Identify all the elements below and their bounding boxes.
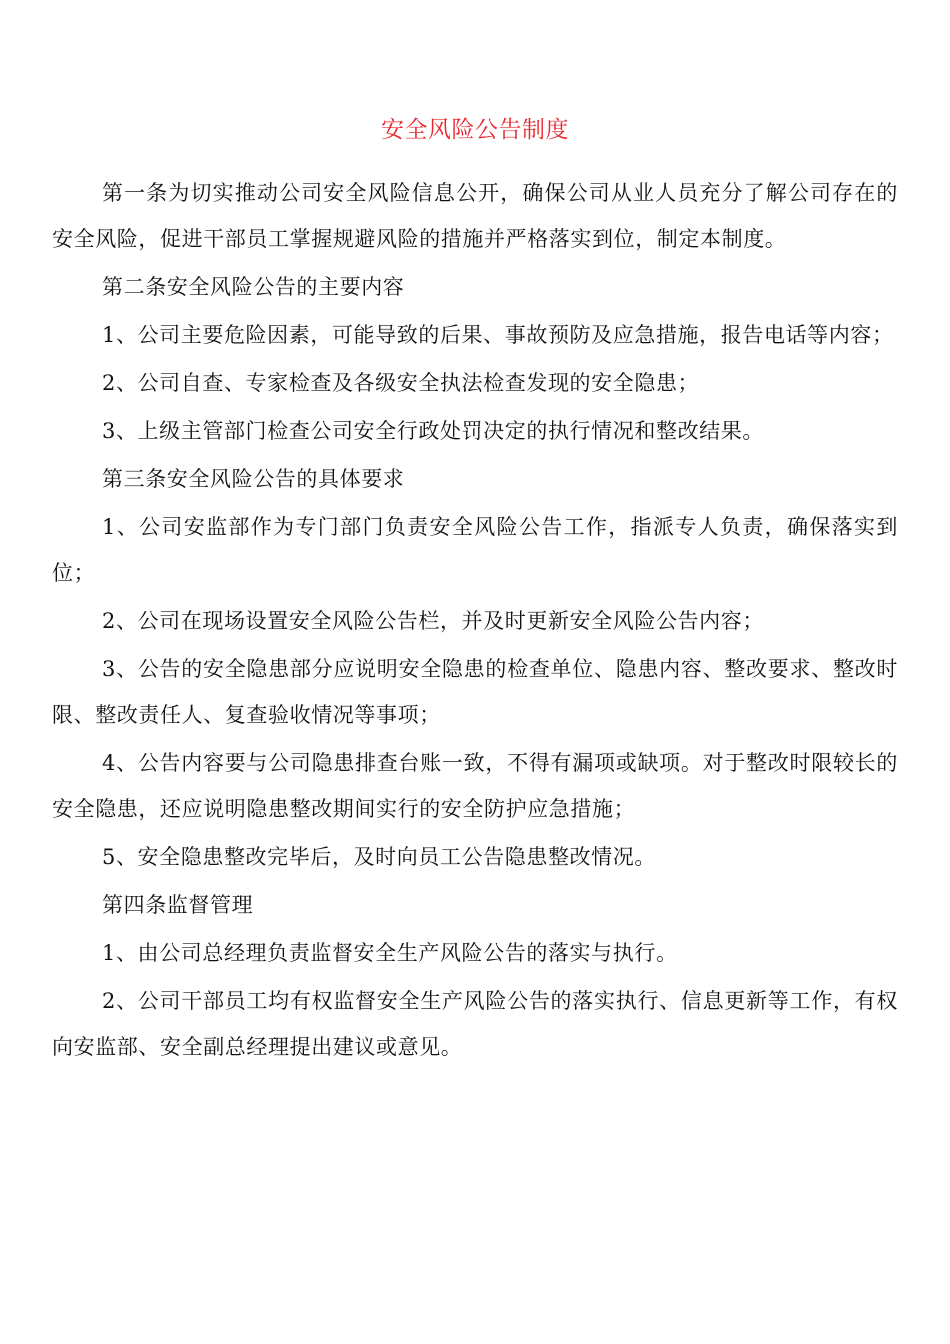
paragraph-article-4-heading: 第四条监督管理 [102,893,254,917]
paragraph-article-1: 第一条为切实推动公司安全风险信息公开，确保公司从业人员充分了解公司存在的安全风险，促进干部员工掌握规避风险的措施并严格落实到位，制定本制度。 [52,181,898,251]
paragraph-article-3-heading: 第三条安全风险公告的具体要求 [102,467,405,491]
paragraph-article-4-item-1: 1、由公司总经理负责监督安全生产风险公告的落实与执行。 [102,941,678,965]
document-page [52,108,898,1072]
paragraph-article-3-item-5: 5、安全隐患整改完毕后，及时向员工公告隐患整改情况。 [102,845,656,869]
paragraph-article-3-item-2: 2、公司在现场设置安全风险公告栏，并及时更新安全风险公告内容； [102,609,764,633]
paragraph-article-3-item-3: 3、公告的安全隐患部分应说明安全隐患的检查单位、隐患内容、整改要求、整改时限、整改责任人、复查验收情况等事项； [52,657,898,727]
paragraph-article-4-item-2: 2、公司干部员工均有权监督安全生产风险公告的落实执行、信息更新等工作，有权向安监部、安全副总经理提出建议或意见。 [52,989,898,1059]
paragraph-article-2-item-3: 3、上级主管部门检查公司安全行政处罚决定的执行情况和整改结果。 [102,419,764,443]
paragraph-article-3-item-4: 4、公告内容要与公司隐患排查台账一致，不得有漏项或缺项。对于整改时限较长的安全隐患，还应说明隐患整改期间实行的安全防护应急措施； [52,751,898,821]
paragraph-article-2-heading: 第二条安全风险公告的主要内容 [102,275,405,299]
paragraph-article-3-item-1: 1、公司安监部作为专门部门负责安全风险公告工作，指派专人负责，确保落实到位； [52,515,898,585]
paragraph-article-2-item-1: 1、公司主要危险因素，可能导致的后果、事故预防及应急措施，报告电话等内容； [102,323,894,347]
paragraph-article-2-item-2: 2、公司自查、专家检查及各级安全执法检查发现的安全隐患； [102,371,700,395]
document-title: 安全风险公告制度 [381,117,569,143]
